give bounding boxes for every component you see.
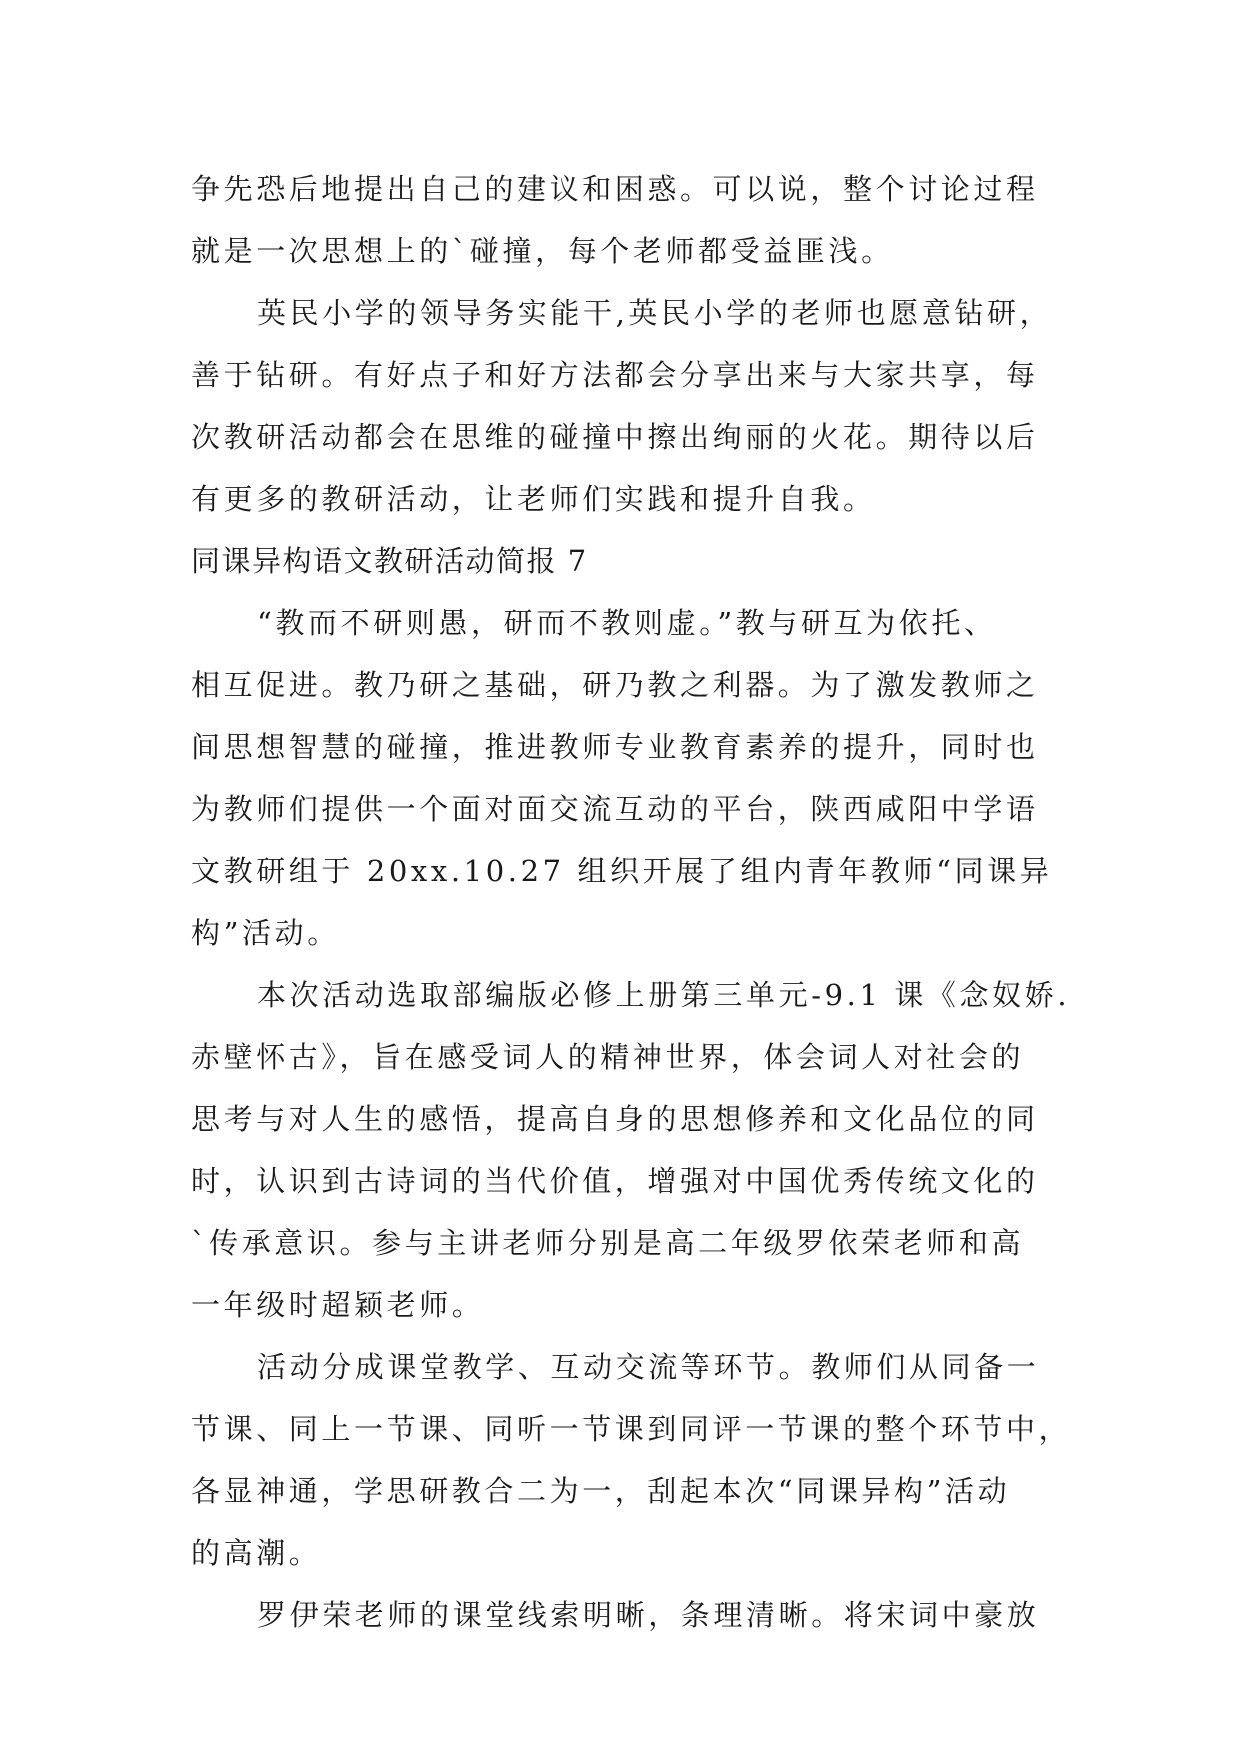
text-line: 就是一次思想上的`碰撞，每个老师都受益匪浅。 (191, 234, 894, 268)
text-line: 时，认识到古诗词的当代价值，增强对中国优秀传统文化的 (191, 1164, 1039, 1198)
text-line: 的高潮。 (191, 1536, 322, 1570)
text-line: 节课、同上一节课、同听一节课到同评一节课的整个环节中， (191, 1412, 1072, 1446)
paragraph-first-line: 本次活动选取部编版必修上册第三单元-9.1 课《念奴娇. (257, 978, 1071, 1012)
text-line: `传承意识。参与主讲老师分别是高二年级罗依荣老师和高 (191, 1226, 1025, 1260)
paragraph-first-line: 罗伊荣老师的课堂线索明晰，条理清晰。将宋词中豪放 (257, 1598, 1040, 1632)
text-line: 间思想智慧的碰撞，推进教师专业教育素养的提升，同时也 (191, 730, 1039, 764)
paragraph-first-line: 活动分成课堂教学、互动交流等环节。教师们从同备一 (257, 1350, 1040, 1384)
text-line: 为教师们提供一个面对面交流互动的平台，陕西咸阳中学语 (191, 792, 1039, 826)
text-line: 有更多的教研活动，让老师们实践和提升自我。 (191, 482, 876, 516)
section-heading: 同课异构语文教研活动简报 7 (191, 544, 588, 578)
text-line: 争先恐后地提出自己的建议和困惑。可以说，整个讨论过程 (191, 172, 1039, 206)
text-line: 各显神通，学思研教合二为一，刮起本次“同课异构”活动 (191, 1474, 1011, 1508)
text-line: 善于钻研。有好点子和好方法都会分享出来与大家共享，每 (191, 358, 1039, 392)
paragraph-first-line: 英民小学的领导务实能干,英民小学的老师也愿意钻研， (257, 296, 1053, 330)
paragraph-first-line: “教而不研则愚，研而不教则虚。”教与研互为依托、 (257, 606, 997, 640)
text-line: 构”活动。 (191, 916, 340, 950)
document-page (191, 158, 1071, 1646)
text-line: 相互促进。教乃研之基础，研乃教之利器。为了激发教师之 (191, 668, 1039, 702)
text-line: 文教研组于 20xx.10.27 组织开展了组内青年教师“同课异 (191, 854, 1053, 888)
text-line: 思考与对人生的感悟，提高自身的思想修养和文化品位的同 (191, 1102, 1039, 1136)
text-line: 次教研活动都会在思维的碰撞中擦出绚丽的火花。期待以后 (191, 420, 1039, 454)
text-line: 赤壁怀古》，旨在感受词人的精神世界，体会词人对社会的 (191, 1040, 1025, 1074)
text-line: 一年级时超颖老师。 (191, 1288, 485, 1322)
